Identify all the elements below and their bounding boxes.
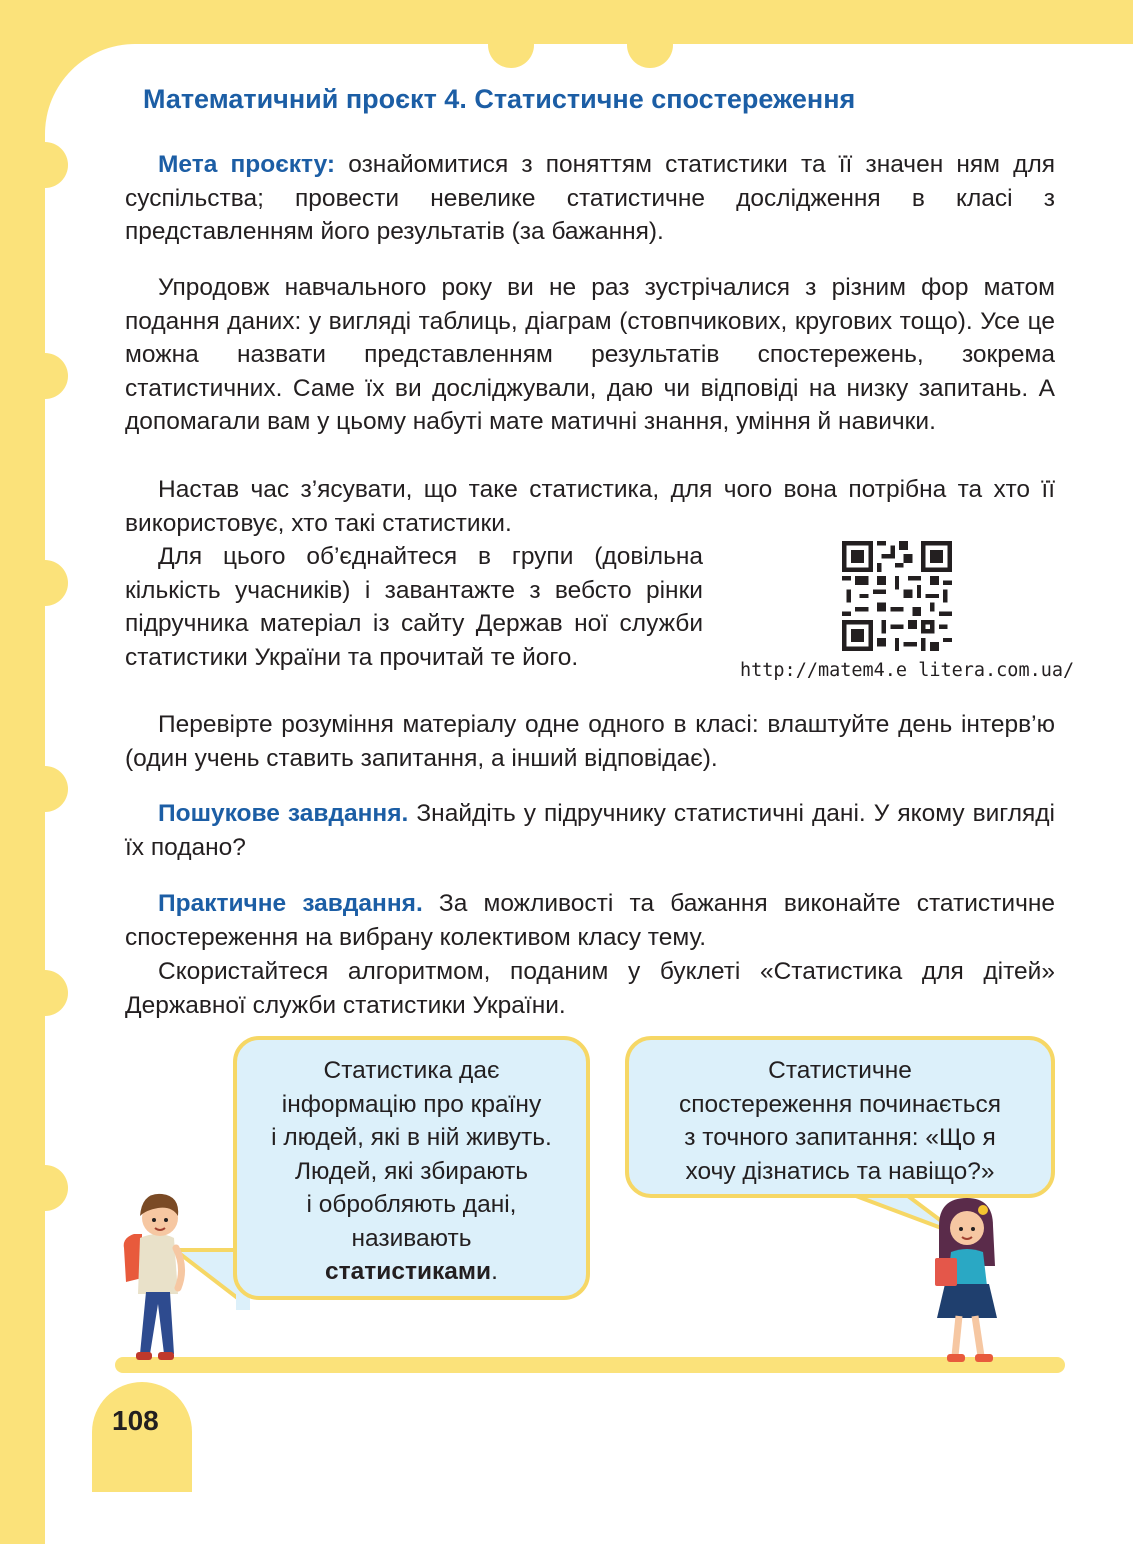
binder-hole (22, 560, 68, 606)
binder-hole (22, 1165, 68, 1211)
bubble-right-line: хочу дізнатись та навіщо?» (685, 1157, 995, 1185)
bubble-right-line: спостереження починається (678, 1090, 1002, 1118)
bubble-left-bold: статистиками (325, 1258, 492, 1285)
project-goal (125, 148, 1055, 249)
binder-hole (627, 22, 673, 68)
bubble-right-line: з точного запитання: «Що я (684, 1124, 996, 1151)
qr-code-icon[interactable] (842, 541, 952, 651)
page-number-badge (92, 1382, 192, 1492)
bubble-right-line: Статистичне (768, 1057, 912, 1084)
search-task-label: Пошукове завдання. (158, 800, 409, 827)
paragraph-groups: Для цього об’єднайтеся в групи (довільна кількість учасників) і завантажте з вебсто рінки підручника матеріал із сайту Держав ної служби статистики України та прочитай те його. (125, 543, 703, 671)
goal-text: ознайомитися з поняттям статистики та її значен ням для суспільства; провести невелике статистичне дослідження в класі з представленням його результатів (за бажання). (125, 151, 1056, 245)
search-task (125, 797, 1055, 864)
page-number: 108 (112, 1405, 159, 1436)
practical-task (125, 887, 1055, 954)
speech-bubble-right (625, 1036, 1055, 1198)
binder-hole (22, 766, 68, 812)
girl-illustration (925, 1196, 1005, 1371)
binder-hole (22, 353, 68, 399)
bubble-left-line: називають (351, 1224, 472, 1252)
qr-url[interactable]: http://matem4.e litera.com.ua/ (740, 660, 1075, 681)
bubble-left-tail: . (491, 1258, 498, 1285)
bubble-left-line: і обробляють дані, (306, 1191, 517, 1218)
bubble-left-line: і людей, які в ній живуть. (271, 1124, 552, 1151)
paragraph-interview: Перевірте розуміння матеріалу одне одного в класі: влаштуйте день інтерв’ю (один учень ставить запитання, а інший відповідає). (125, 711, 1055, 772)
page-title: Математичний проєкт 4. Статистичне спостереження (143, 84, 856, 114)
floor-line (115, 1357, 1065, 1373)
binder-hole (22, 970, 68, 1016)
bubble-left-line: Статистика дає (323, 1057, 500, 1084)
paragraph-algorithm: Скористайтеся алгоритмом, поданим у буклеті «Статистика для дітей» Державної служби статистики України. (125, 958, 1055, 1019)
goal-label: Мета проєкту: (158, 151, 336, 178)
bubble-left-line: Людей, які збирають (294, 1157, 529, 1185)
binder-hole (22, 142, 68, 188)
paragraph-statistics-question: Настав час з’ясувати, що таке статистика, для чого вона потрібна та хто її використовує, хто такі статистики. (125, 476, 1055, 537)
search-task-text: Знайдіть у підручнику статистичні дані. У якому вигляді їх подано? (125, 800, 1055, 861)
practical-task-label: Практичне завдання. (158, 890, 423, 917)
speech-bubble-left (233, 1036, 590, 1300)
practical-task-text: За можливості та бажання виконайте статистичне спостереження на вибрану колективом класу тему. (125, 890, 1055, 951)
binder-hole (488, 22, 534, 68)
bubble-left-last-line (237, 1255, 586, 1289)
paragraph-intro: Упродовж навчального року ви не раз зустрічалися з різним фор матом подання даних: у вигляді таблиць, діаграм (стовпчикових, кругових тощо). Усе це можна назвати представленням результатів спостережень, зокрема статистичних. Саме їх ви досліджували, даю чи відповіді на низку запитань. А допомагали вам у цьому набуті мате матичні знання, уміння й навички. (125, 274, 1055, 435)
boy-illustration (118, 1188, 198, 1368)
bubble-left-line: інформацію про країну (281, 1090, 542, 1118)
